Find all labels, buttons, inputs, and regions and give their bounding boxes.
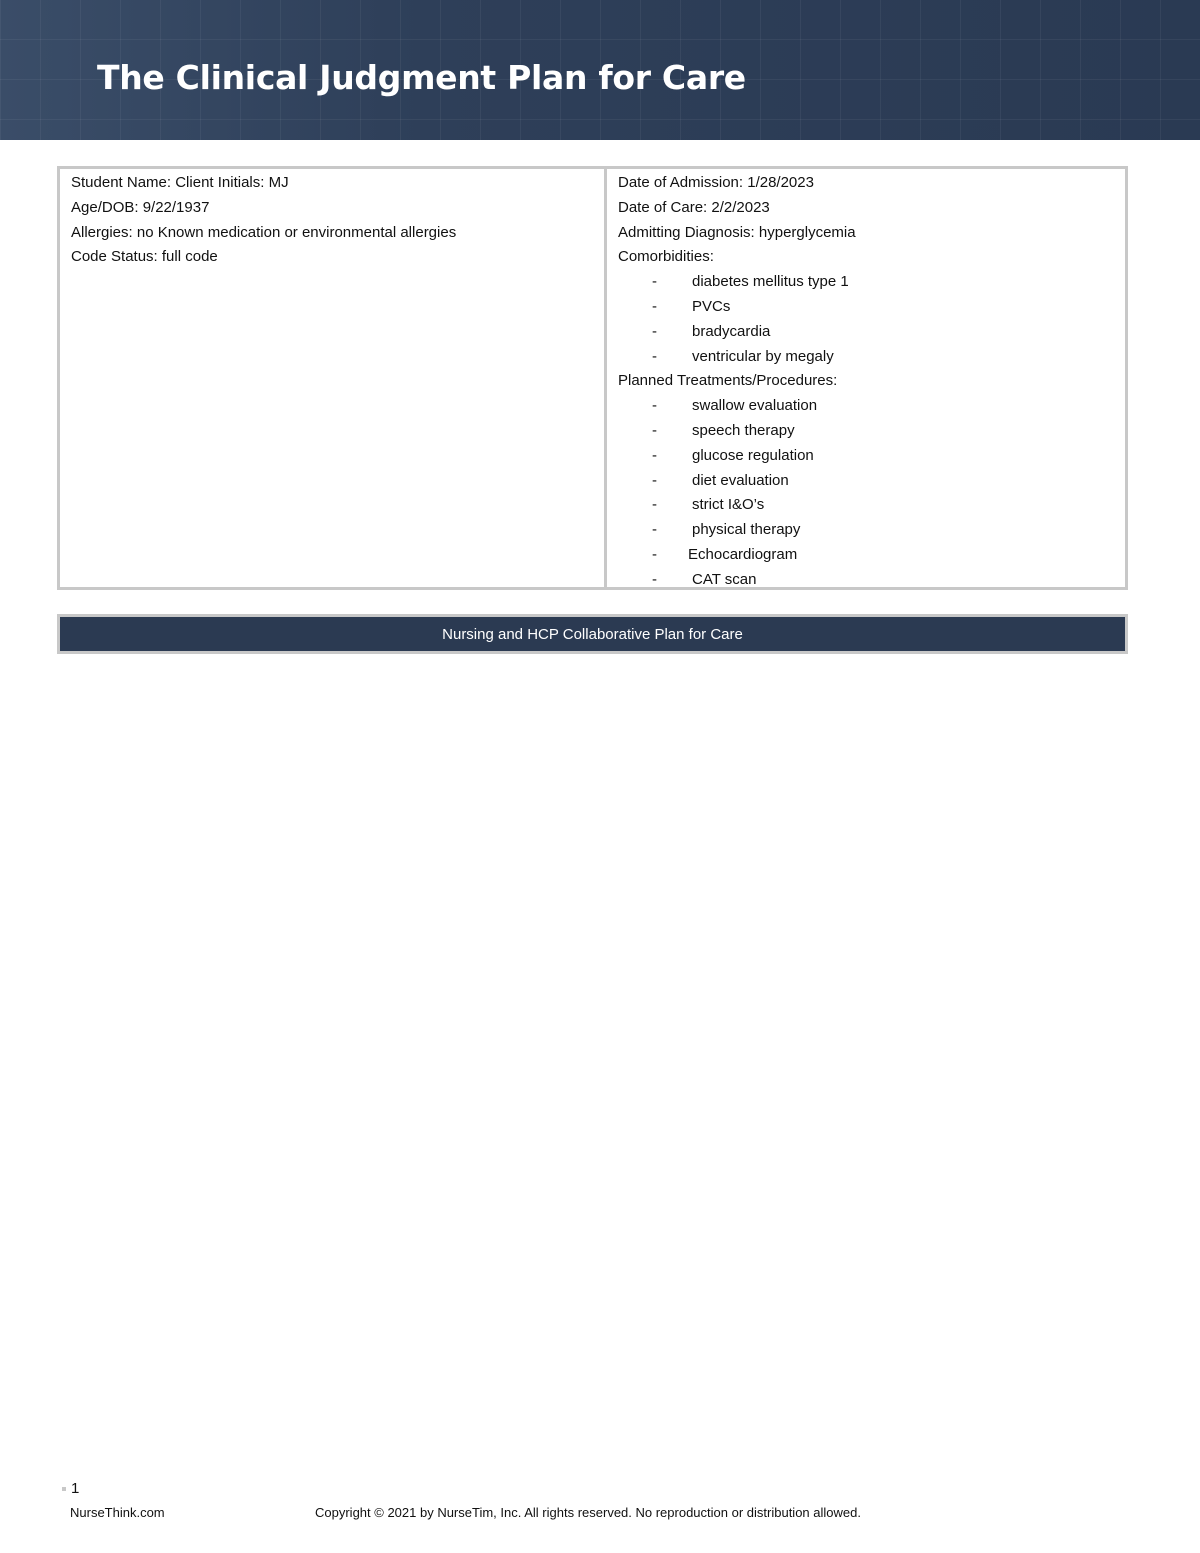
comorbidities-label: Comorbidities:	[618, 248, 714, 266]
comorbidity-item: bradycardia	[692, 322, 771, 340]
admitting-diagnosis-field: Admitting Diagnosis: hyperglycemia	[618, 223, 856, 241]
date-of-admission-field: Date of Admission: 1/28/2023	[618, 174, 814, 191]
dash-bullet: -	[652, 347, 657, 365]
list-item	[618, 543, 1125, 568]
list-item	[618, 419, 1125, 444]
page-number-marker	[62, 1487, 66, 1491]
treatment-item: Echocardiogram	[688, 545, 798, 563]
collaborative-plan-label: Nursing and HCP Collaborative Plan for Care	[442, 625, 743, 643]
dash-bullet: -	[652, 521, 657, 539]
treatments-list	[618, 394, 1125, 592]
treatment-item: CAT scan	[692, 570, 757, 588]
dash-bullet: -	[652, 545, 657, 563]
footer-site: NurseThink.com	[70, 1505, 165, 1520]
list-item	[618, 469, 1125, 494]
treatment-item: physical therapy	[692, 521, 801, 539]
comorbidity-item: PVCs	[692, 297, 731, 315]
list-item	[618, 568, 1125, 593]
treatment-item: glucose regulation	[692, 446, 814, 464]
treatment-item: speech therapy	[692, 421, 795, 439]
treatment-item: strict I&O’s	[692, 496, 765, 514]
dash-bullet: -	[652, 570, 657, 588]
treatment-item: swallow evaluation	[692, 397, 818, 415]
treatments-label: Planned Treatments/Procedures:	[618, 372, 838, 390]
allergies-field: Allergies: no Known medication or environmental allergies	[71, 223, 457, 241]
footer-copyright: Copyright © 2021 by NurseTim, Inc. All rights reserved. No reproduction or distribution allowed.	[315, 1505, 861, 1520]
patient-info-left-column	[60, 169, 607, 587]
dash-bullet: -	[652, 397, 657, 415]
dash-bullet: -	[652, 471, 657, 489]
dash-bullet: -	[652, 273, 657, 291]
list-item	[618, 320, 1125, 345]
collaborative-plan-header	[57, 614, 1128, 654]
patient-info-table	[57, 166, 1128, 590]
comorbidity-item: diabetes mellitus type 1	[692, 273, 849, 291]
comorbidities-list	[618, 270, 1125, 369]
header-banner	[0, 0, 1200, 140]
dash-bullet: -	[652, 421, 657, 439]
list-item	[618, 493, 1125, 518]
date-of-care-field: Date of Care: 2/2/2023	[618, 198, 770, 216]
comorbidity-item: ventricular by megaly	[692, 347, 834, 365]
student-name-field: Student Name: Client Initials: MJ	[71, 174, 289, 191]
list-item	[618, 345, 1125, 370]
dash-bullet: -	[652, 297, 657, 315]
list-item	[618, 270, 1125, 295]
page-number	[62, 1480, 79, 1497]
dash-bullet: -	[652, 446, 657, 464]
dash-bullet: -	[652, 496, 657, 514]
dash-bullet: -	[652, 322, 657, 340]
age-dob-field: Age/DOB: 9/22/1937	[71, 198, 210, 216]
code-status-field: Code Status: full code	[71, 248, 218, 266]
patient-info-right-column	[607, 169, 1125, 587]
treatment-item: diet evaluation	[692, 471, 789, 489]
list-item	[618, 444, 1125, 469]
page-title: The Clinical Judgment Plan for Care	[97, 58, 746, 97]
list-item	[618, 518, 1125, 543]
list-item	[618, 295, 1125, 320]
list-item	[618, 394, 1125, 419]
page-number-text: 1	[71, 1480, 80, 1497]
